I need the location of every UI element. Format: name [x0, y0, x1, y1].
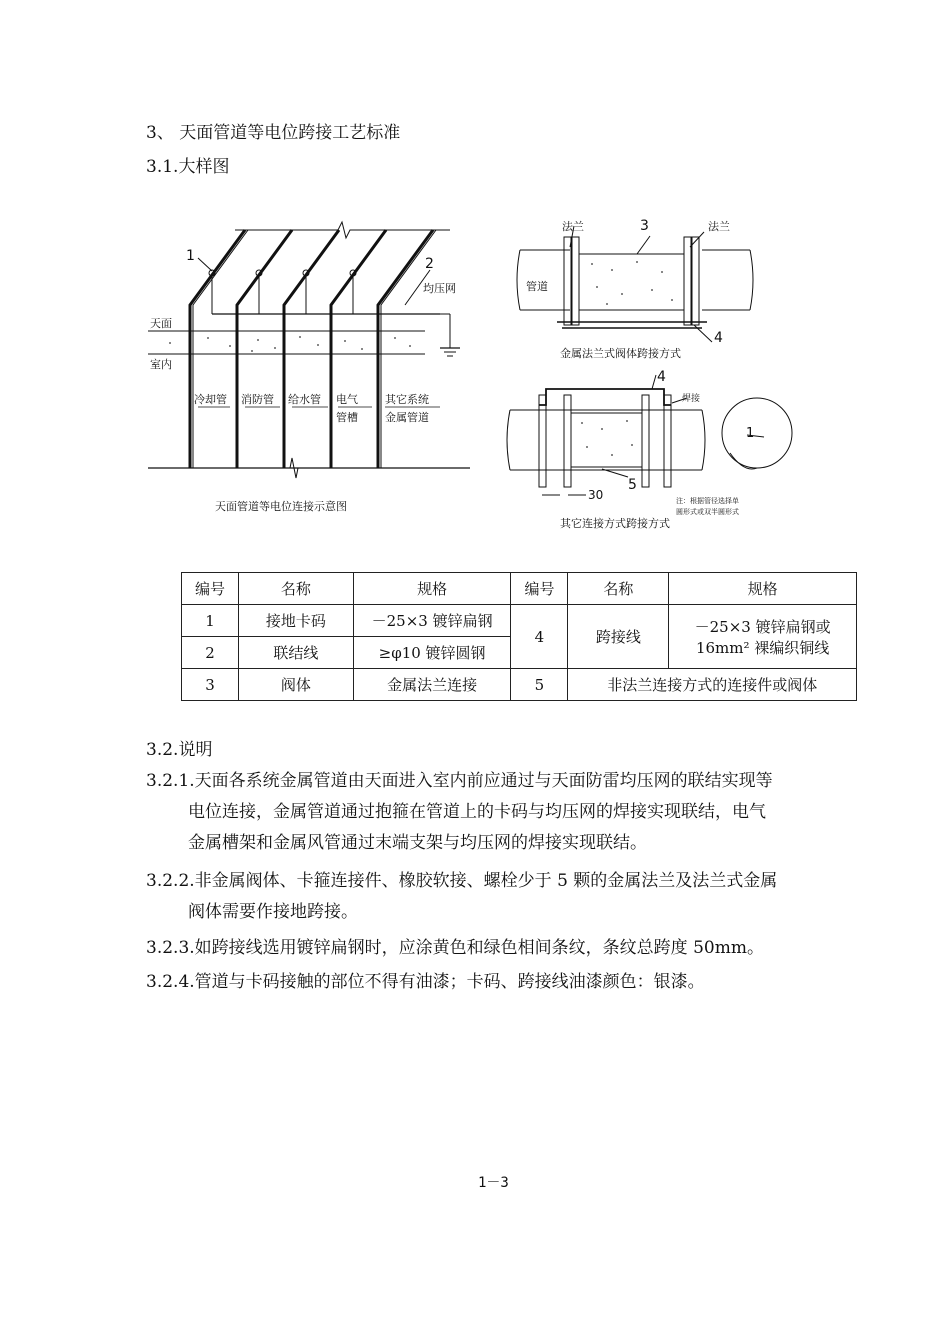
- header-cell: 名称: [568, 573, 669, 605]
- fig3-note-line-1: 注：根据管径选择单: [676, 497, 739, 505]
- parts-spec-table: [181, 572, 857, 701]
- table-cell: 4: [511, 605, 568, 669]
- note-3-2-3: [146, 933, 866, 964]
- table-cell: 5: [511, 669, 568, 701]
- pipe-label-other-2: 金属管道: [385, 411, 429, 424]
- spec-line-2: 16mm² 裸编织铜线: [695, 638, 830, 657]
- fig3-number-1: 1: [746, 426, 755, 441]
- header-cell: 规格: [669, 573, 857, 605]
- spec-line-1: －25×3 镀锌扁钢或: [694, 617, 831, 636]
- table-cell-multiline: [669, 605, 857, 669]
- roof-label: 天面: [150, 317, 172, 330]
- weld-label: 焊接: [682, 394, 701, 404]
- table-cell: 金属法兰连接: [353, 669, 511, 701]
- roof-pipe-bonding-diagram: [140, 210, 480, 520]
- table-cell: 非法兰连接方式的连接件或阀体: [568, 669, 857, 701]
- table-row: [182, 605, 857, 637]
- note-line: 金属槽架和金属风管通过末端支架与均压网的焊接实现联结。: [188, 833, 647, 853]
- note-line: 如跨接线选用镀锌扁钢时，应涂黄色和绿色相间条纹，条纹总跨度 50mm。: [194, 938, 764, 958]
- fig2-number-3: 3: [640, 218, 649, 234]
- note-line: 阀体需要作接地跨接。: [188, 902, 358, 922]
- pipe-label-other-1: 其它系统: [385, 393, 429, 406]
- header-cell: 规格: [353, 573, 511, 605]
- table-cell: 阀体: [238, 669, 353, 701]
- header-cell: 编号: [182, 573, 239, 605]
- note-number: 3.2.2.: [146, 871, 195, 891]
- flange-valve-bonding-diagram: [512, 212, 762, 362]
- fig2-number-4: 4: [714, 330, 723, 346]
- fig1-label-1: 1: [186, 248, 195, 264]
- note-3-2-1: [146, 766, 866, 859]
- table-cell: 跨接线: [568, 605, 669, 669]
- note-3-2-2: [146, 866, 866, 928]
- dimension-label: 30: [588, 488, 604, 502]
- table-cell: 2: [182, 637, 239, 669]
- fig3-note-line-2: 圆形式或双半圆形式: [676, 508, 739, 516]
- mesh-label: 均压网: [423, 282, 456, 295]
- fig3-number-4: 4: [657, 369, 666, 385]
- section-title: 3、 天面管道等电位跨接工艺标准: [146, 123, 401, 143]
- table-cell: 3: [182, 669, 239, 701]
- note-number: 3.2.4.: [146, 972, 195, 992]
- pipe-label-cooling: 冷却管: [194, 393, 227, 406]
- table-cell: －25×3 镀锌扁钢: [353, 605, 511, 637]
- note-line: 天面各系统金属管道由天面进入室内前应通过与天面防雷均压网的联结实现等: [194, 771, 773, 791]
- note-number: 3.2.3.: [146, 938, 195, 958]
- note-line: 管道与卡码接触的部位不得有油漆；卡码、跨接线油漆颜色：银漆。: [194, 972, 705, 992]
- note-line: 电位连接，金属管道通过抱箍在管道上的卡码与均压网的焊接实现联结，电气: [188, 802, 766, 822]
- fig1-caption: 天面管道等电位连接示意图: [215, 500, 347, 513]
- pipe-label-water: 给水管: [288, 393, 321, 406]
- note-line: 非金属阀体、卡箍连接件、橡胶软接、螺栓少于 5 颗的金属法兰及法兰式金属: [194, 871, 778, 891]
- fig3-number-5: 5: [628, 477, 637, 493]
- fig2-caption: 金属法兰式阀体跨接方式: [560, 347, 681, 360]
- table-header-row: [182, 573, 857, 605]
- table-cell: 1: [182, 605, 239, 637]
- note-number: 3.2.1.: [146, 771, 195, 791]
- note-3-2-4: [146, 967, 866, 998]
- flange-left-label: 法兰: [562, 220, 584, 233]
- fig3-caption: 其它连接方式跨接方式: [560, 517, 670, 530]
- header-cell: 编号: [511, 573, 568, 605]
- pipe-label-electric-2: 管槽: [336, 411, 358, 424]
- pipe-label-fire: 消防管: [241, 393, 274, 406]
- table-cell: 接地卡码: [238, 605, 353, 637]
- header-cell: 名称: [238, 573, 353, 605]
- table-cell: ≥φ10 镀锌圆钢: [353, 637, 511, 669]
- flange-right-label: 法兰: [708, 220, 730, 233]
- subsection-notes-title: 3.2.说明: [146, 740, 213, 760]
- other-bonding-diagram: [502, 365, 797, 535]
- pipe-label: 管道: [526, 280, 548, 293]
- table-row: [182, 669, 857, 701]
- page-number: 1－3: [478, 1175, 509, 1191]
- pipe-label-electric-1: 电气: [336, 393, 358, 406]
- subsection-diagram-title: 3.1.大样图: [146, 157, 230, 177]
- indoor-label: 室内: [150, 358, 172, 371]
- table-cell: 联结线: [238, 637, 353, 669]
- fig1-label-2: 2: [425, 256, 434, 272]
